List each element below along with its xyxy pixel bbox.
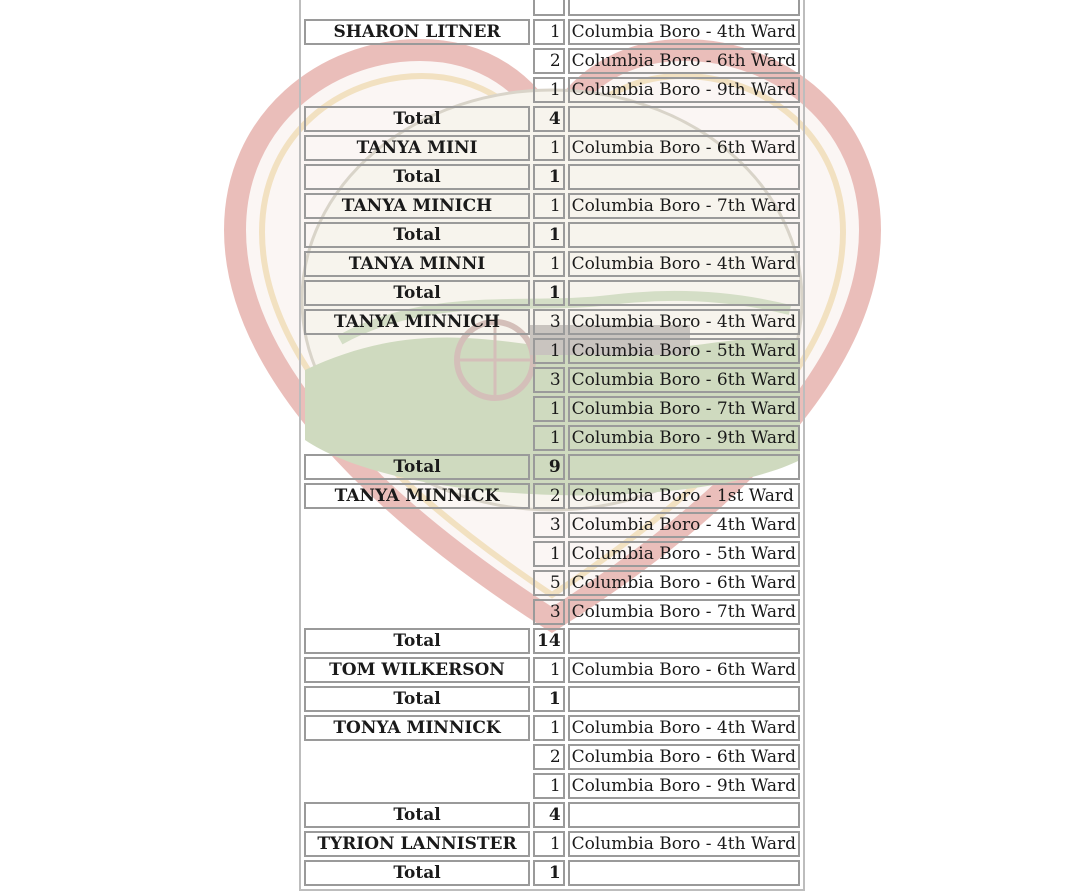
total-label: Total — [304, 860, 530, 886]
ward-row — [304, 570, 800, 596]
total-ward-empty — [568, 222, 800, 248]
vote-count: 2 — [533, 483, 565, 509]
ward-name: Columbia Boro - 4th Ward — [568, 309, 800, 335]
ward-row — [304, 657, 800, 683]
total-count: 1 — [533, 222, 565, 248]
vote-count: 3 — [533, 599, 565, 625]
vote-count: 3 — [533, 309, 565, 335]
ward-name: Columbia Boro - 5th Ward — [568, 541, 800, 567]
vote-count: 1 — [533, 193, 565, 219]
ward-row — [304, 831, 800, 857]
ward-row — [304, 483, 800, 509]
name-cell-empty — [304, 773, 530, 799]
total-ward-empty — [568, 860, 800, 886]
name-cell-empty — [304, 396, 530, 422]
total-count: 1 — [533, 164, 565, 190]
voter-name: TANYA MINNICK — [304, 483, 530, 509]
vote-count: 3 — [533, 512, 565, 538]
ward-row — [304, 338, 800, 364]
ward-row — [304, 309, 800, 335]
ward-row — [304, 744, 800, 770]
total-label: Total — [304, 454, 530, 480]
name-cell — [304, 0, 530, 16]
vote-count: 1 — [533, 77, 565, 103]
name-cell-empty — [304, 744, 530, 770]
total-count: 1 — [533, 860, 565, 886]
total-label: Total — [304, 628, 530, 654]
vote-count: 1 — [533, 425, 565, 451]
vote-count: 1 — [533, 657, 565, 683]
total-ward-empty — [568, 164, 800, 190]
total-count: 1 — [533, 280, 565, 306]
ward-name: Columbia Boro - 5th Ward — [568, 338, 800, 364]
count-cell — [533, 0, 565, 16]
name-cell-empty — [304, 541, 530, 567]
ward-name: Columbia Boro - 9th Ward — [568, 77, 800, 103]
name-cell-empty — [304, 570, 530, 596]
ward-name: Columbia Boro - 4th Ward — [568, 512, 800, 538]
voter-name: SHARON LITNER — [304, 19, 530, 45]
ward-row — [304, 193, 800, 219]
name-cell-empty — [304, 367, 530, 393]
voter-name: TANYA MINI — [304, 135, 530, 161]
total-row — [304, 164, 800, 190]
table-body — [304, 0, 800, 886]
ward-row — [304, 48, 800, 74]
top-partial-row — [304, 0, 800, 16]
ward-results-table — [299, 0, 805, 891]
ward-row — [304, 512, 800, 538]
voter-name: TYRION LANNISTER — [304, 831, 530, 857]
vote-count: 1 — [533, 19, 565, 45]
ward-name: Columbia Boro - 6th Ward — [568, 367, 800, 393]
vote-count: 1 — [533, 251, 565, 277]
ward-name: Columbia Boro - 9th Ward — [568, 425, 800, 451]
ward-name: Columbia Boro - 4th Ward — [568, 19, 800, 45]
ward-row — [304, 77, 800, 103]
total-ward-empty — [568, 280, 800, 306]
ward-row — [304, 773, 800, 799]
name-cell-empty — [304, 425, 530, 451]
total-count: 1 — [533, 686, 565, 712]
total-row — [304, 280, 800, 306]
total-ward-empty — [568, 628, 800, 654]
total-row — [304, 106, 800, 132]
ward-name: Columbia Boro - 6th Ward — [568, 570, 800, 596]
ward-name: Columbia Boro - 6th Ward — [568, 48, 800, 74]
total-label: Total — [304, 164, 530, 190]
total-ward-empty — [568, 802, 800, 828]
vote-count: 1 — [533, 396, 565, 422]
ward-row — [304, 425, 800, 451]
ward-name: Columbia Boro - 7th Ward — [568, 193, 800, 219]
vote-count: 1 — [533, 831, 565, 857]
total-row — [304, 860, 800, 886]
total-count: 9 — [533, 454, 565, 480]
total-label: Total — [304, 106, 530, 132]
total-label: Total — [304, 686, 530, 712]
total-count: 4 — [533, 106, 565, 132]
total-count: 14 — [533, 628, 565, 654]
vote-count: 1 — [533, 541, 565, 567]
vote-count: 1 — [533, 715, 565, 741]
total-row — [304, 686, 800, 712]
total-ward-empty — [568, 106, 800, 132]
total-label: Total — [304, 280, 530, 306]
name-cell-empty — [304, 338, 530, 364]
voter-name: TANYA MINICH — [304, 193, 530, 219]
ward-name: Columbia Boro - 4th Ward — [568, 831, 800, 857]
ward-row — [304, 715, 800, 741]
ward-name: Columbia Boro - 7th Ward — [568, 396, 800, 422]
voter-name: TANYA MINNICH — [304, 309, 530, 335]
ward-name: Columbia Boro - 4th Ward — [568, 715, 800, 741]
voter-name: TONYA MINNICK — [304, 715, 530, 741]
ward-row — [304, 599, 800, 625]
ward-row — [304, 19, 800, 45]
ward-row — [304, 541, 800, 567]
vote-count: 1 — [533, 135, 565, 161]
voter-name: TANYA MINNI — [304, 251, 530, 277]
total-row — [304, 454, 800, 480]
total-row — [304, 628, 800, 654]
ward-name: Columbia Boro - 9th Ward — [568, 773, 800, 799]
total-ward-empty — [568, 686, 800, 712]
ward-row — [304, 396, 800, 422]
vote-count: 1 — [533, 338, 565, 364]
vote-count: 1 — [533, 773, 565, 799]
total-row — [304, 802, 800, 828]
vote-count: 3 — [533, 367, 565, 393]
vote-count: 2 — [533, 48, 565, 74]
voter-name: TOM WILKERSON — [304, 657, 530, 683]
ward-name: Columbia Boro - 6th Ward — [568, 135, 800, 161]
ward-name: Columbia Boro - 4th Ward — [568, 251, 800, 277]
name-cell-empty — [304, 77, 530, 103]
total-row — [304, 222, 800, 248]
ward-name: Columbia Boro - 6th Ward — [568, 744, 800, 770]
total-count: 4 — [533, 802, 565, 828]
ward-cell — [568, 0, 800, 16]
name-cell-empty — [304, 512, 530, 538]
vote-count: 2 — [533, 744, 565, 770]
ward-row — [304, 251, 800, 277]
total-ward-empty — [568, 454, 800, 480]
name-cell-empty — [304, 599, 530, 625]
name-cell-empty — [304, 48, 530, 74]
ward-name: Columbia Boro - 7th Ward — [568, 599, 800, 625]
ward-name: Columbia Boro - 1st Ward — [568, 483, 800, 509]
total-label: Total — [304, 222, 530, 248]
ward-row — [304, 135, 800, 161]
vote-count: 5 — [533, 570, 565, 596]
total-label: Total — [304, 802, 530, 828]
ward-row — [304, 367, 800, 393]
ward-name: Columbia Boro - 6th Ward — [568, 657, 800, 683]
